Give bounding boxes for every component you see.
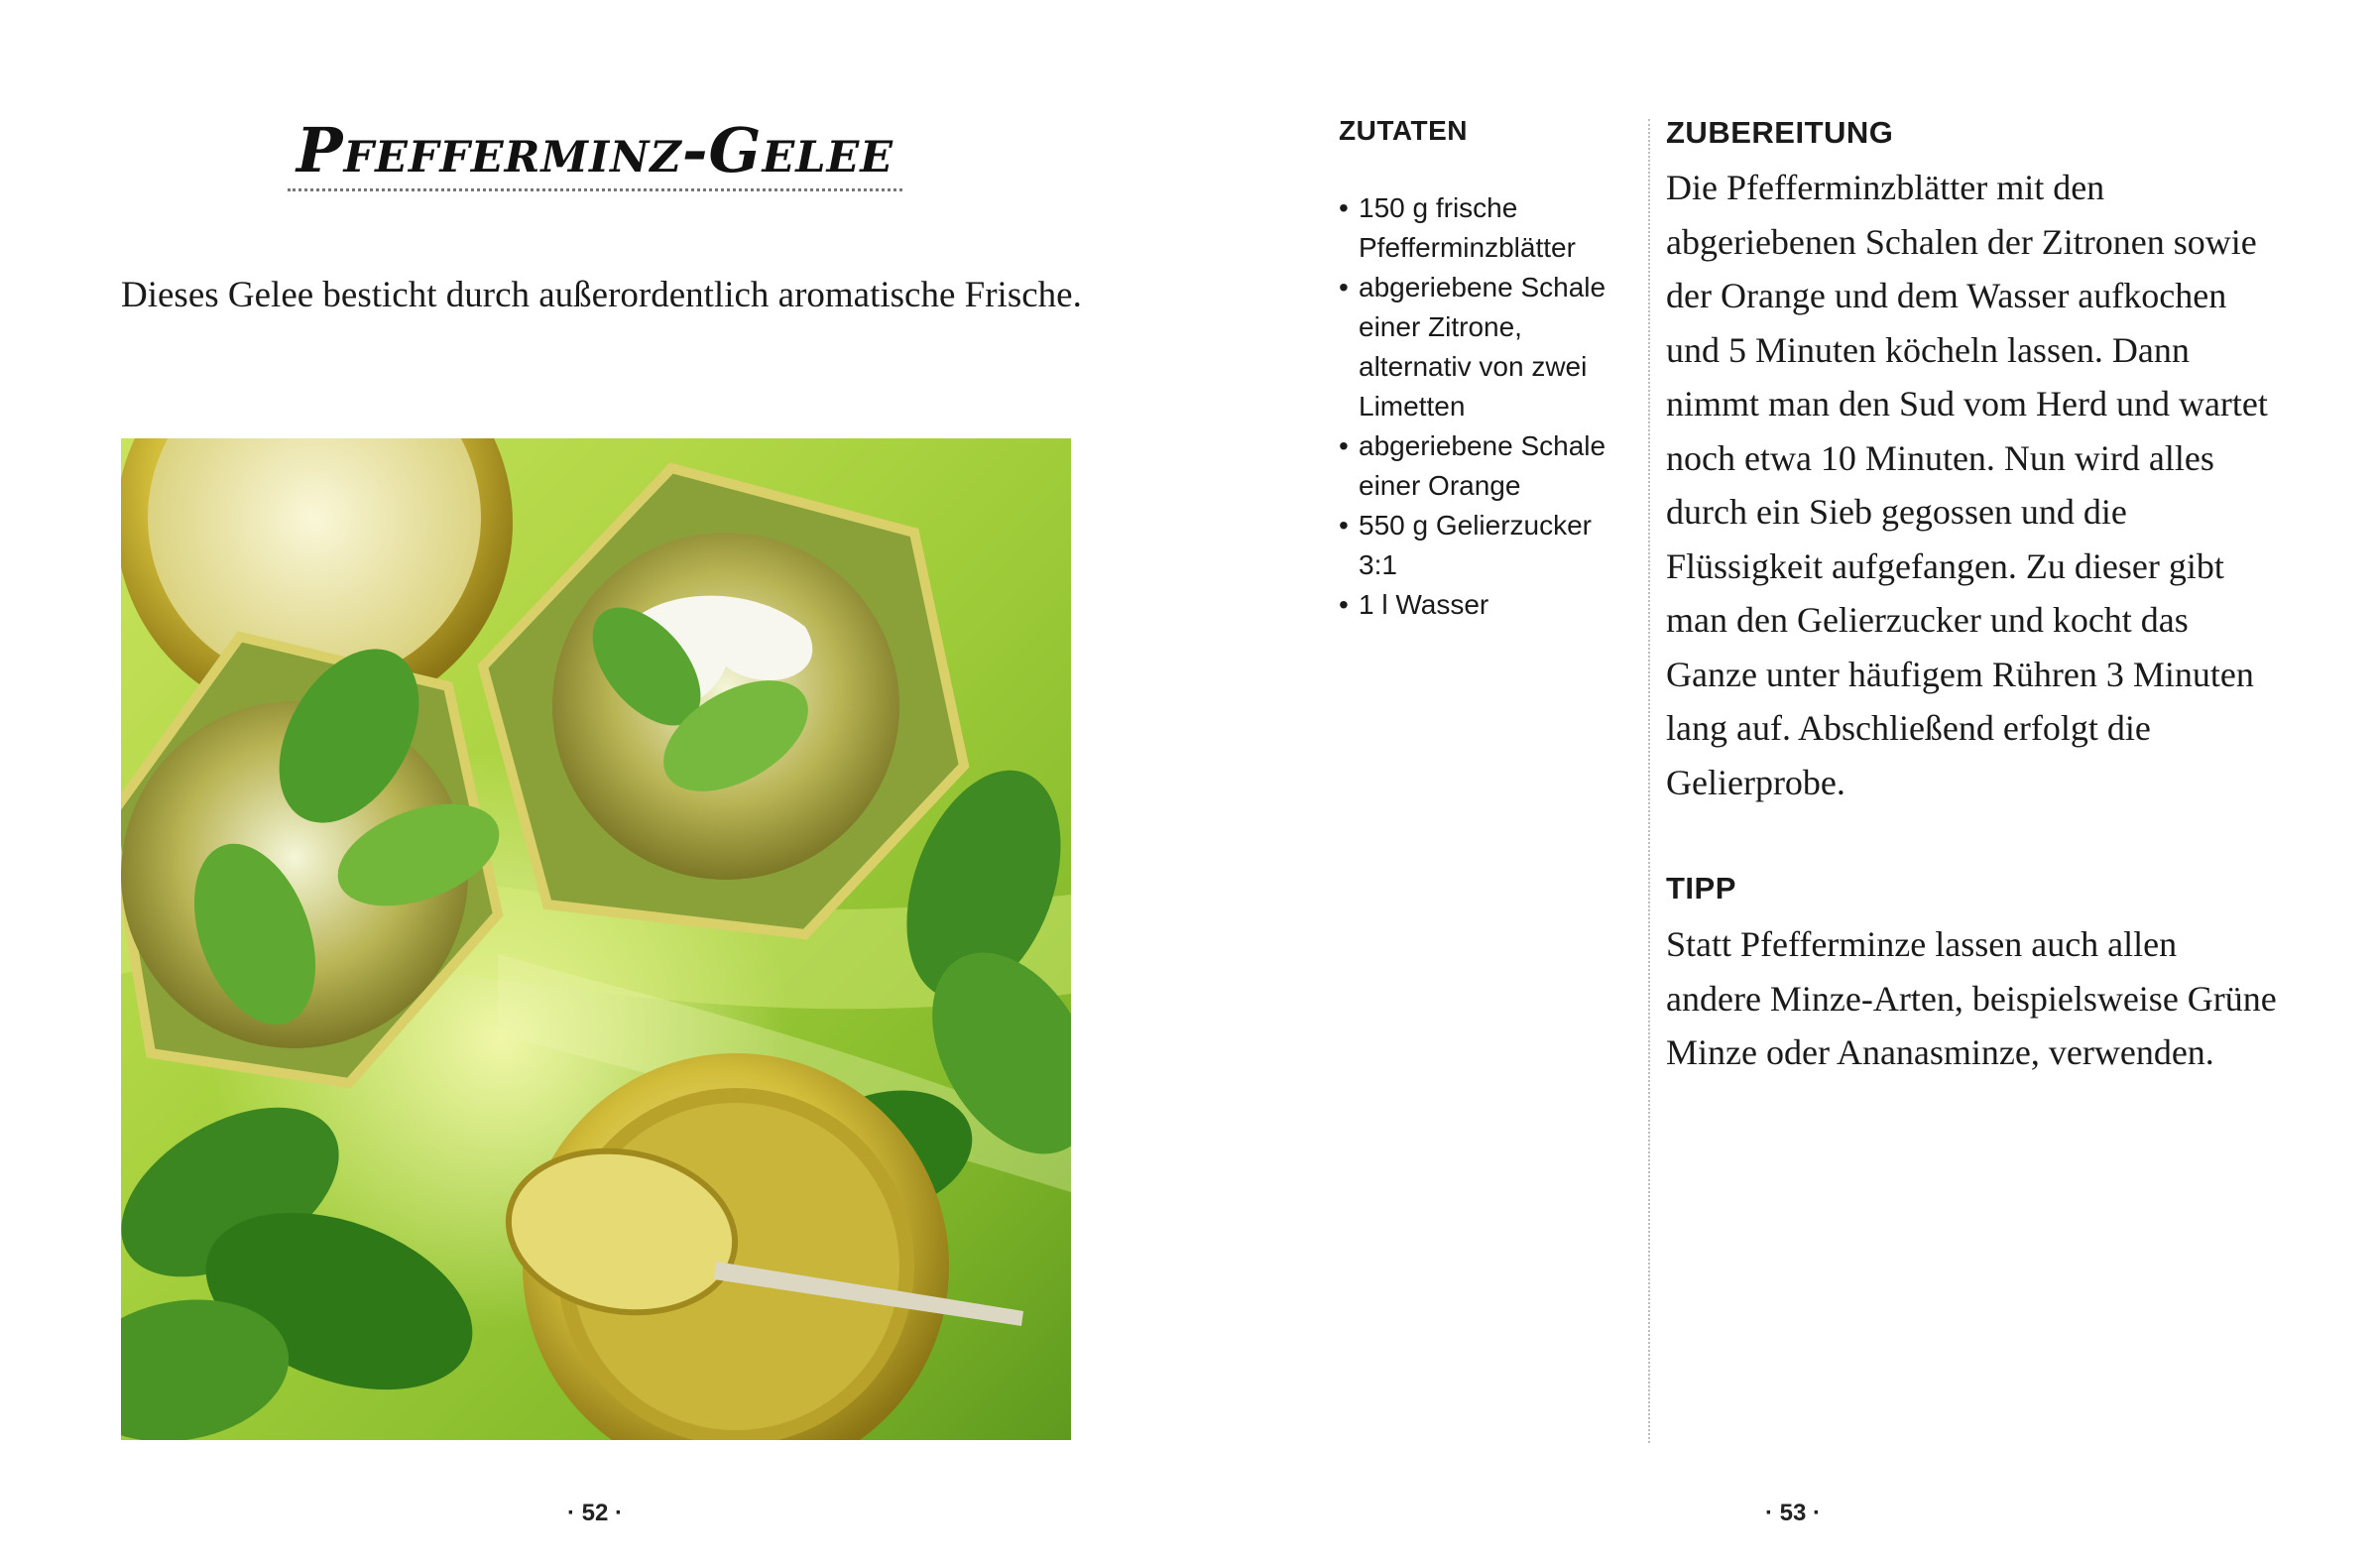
tip-heading: TIPP [1666,871,1736,905]
ingredients-heading: ZUTATEN [1339,115,1468,146]
ingredient-item: • abgeriebene Schale einer Orange [1339,426,1626,506]
preparation-text: Die Pfefferminzblätter mit den abgeriebenen Schalen der Zitronen sowie der Orange und dem Wasser aufkochen und 5 Minuten köcheln lassen. Dann nimmt man den Sud vom Herd und wartet noch etwa 10 Minuten. Nun wird alles durch ein Sieb gegossen und die Flüssigkeit aufgefangen. Zu dieser gibt man den Gelierzucker und kocht das Ganze unter häufigem Rühren 3 Minuten lang auf. Abschließend erfolgt die Gelierprobe. [1666,168,2268,802]
recipe-photo [121,438,1071,1440]
page-number-right: · 53 · [1765,1500,1822,1526]
page-number-left: · 52 · [567,1500,624,1526]
recipe-intro: Dieses Gelee besticht durch außerordentlich aromatische Frische. [121,275,1082,315]
tip-text: Statt Pfefferminze lassen auch allen andere Minze-Arten, beispielsweise Grüne Minze oder Ananasminze, verwenden. [1666,924,2277,1072]
ingredient-item: • 1 l Wasser [1339,585,1626,625]
ingredient-item: • 550 g Gelierzucker 3:1 [1339,506,1626,585]
preparation-heading: ZUBEREITUNG [1666,115,1894,150]
right-page [1190,0,2380,1568]
column-divider [1648,119,1650,1443]
recipe-title: Pfefferminz-Gelee [296,114,894,186]
title-underline [288,188,902,191]
ingredients-list [1339,188,1626,625]
ingredient-item: • 150 g frische Pfefferminzblätter [1339,188,1626,268]
ingredient-item: • abgeriebene Schale einer Zitrone, alternativ von zwei Limetten [1339,268,1626,426]
